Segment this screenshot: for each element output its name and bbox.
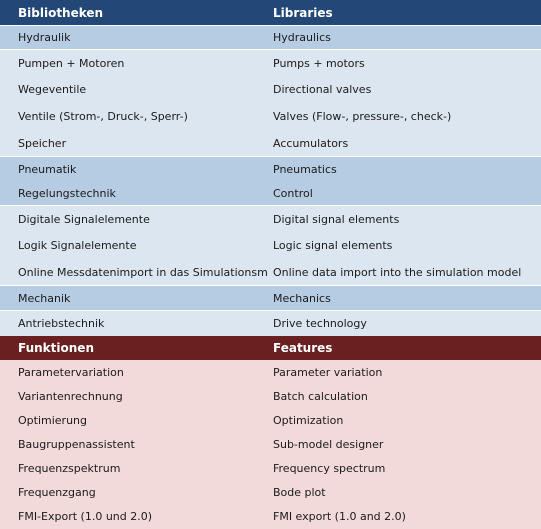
feature-de: Frequenzgang bbox=[18, 485, 96, 499]
feature-de: Frequenzspektrum bbox=[18, 461, 121, 475]
table-row bbox=[0, 360, 541, 384]
feature-en: Batch calculation bbox=[273, 389, 368, 403]
table-row bbox=[0, 181, 541, 205]
table-row bbox=[0, 408, 541, 432]
library-de: Antriebstechnik bbox=[18, 317, 105, 330]
library-en: Mechanics bbox=[273, 291, 331, 305]
table-row bbox=[0, 49, 541, 76]
table-row bbox=[0, 384, 541, 408]
table-row bbox=[0, 103, 541, 130]
library-de: Mechanik bbox=[18, 291, 71, 305]
library-de: Digitale Signalelemente bbox=[18, 212, 150, 226]
feature-de: Baugruppenassistent bbox=[18, 437, 135, 451]
table-row bbox=[0, 504, 541, 529]
library-en: Pneumatics bbox=[273, 162, 337, 176]
library-en: Digital signal elements bbox=[273, 212, 400, 226]
feature-en: Optimization bbox=[273, 413, 344, 427]
table-row bbox=[0, 25, 541, 49]
table-row bbox=[0, 76, 541, 103]
libraries-header-row bbox=[0, 0, 541, 25]
features-header-row bbox=[0, 336, 541, 360]
header-de: Bibliotheken bbox=[18, 5, 104, 20]
library-en: Accumulators bbox=[273, 136, 349, 150]
table-row bbox=[0, 205, 541, 232]
library-de: Wegeventile bbox=[18, 83, 87, 96]
feature-en: Sub-model designer bbox=[273, 437, 384, 451]
feature-en: FMI export (1.0 and 2.0) bbox=[273, 510, 406, 523]
feature-de: Parametervariation bbox=[18, 365, 124, 379]
table-row bbox=[0, 285, 541, 310]
table-row bbox=[0, 432, 541, 456]
feature-en: Bode plot bbox=[273, 485, 326, 499]
table-row bbox=[0, 480, 541, 504]
library-de: Pneumatik bbox=[18, 162, 77, 176]
feature-de: Optimierung bbox=[18, 413, 87, 427]
library-en: Pumps + motors bbox=[273, 56, 365, 70]
library-en: Valves (Flow-, pressure-, check-) bbox=[273, 110, 452, 123]
table-row bbox=[0, 259, 541, 285]
library-en: Online data import into the simulation model bbox=[273, 265, 522, 279]
library-en: Directional valves bbox=[273, 83, 372, 96]
library-en: Hydraulics bbox=[273, 31, 331, 44]
library-de: Logik Signalelemente bbox=[18, 239, 137, 252]
library-de: Hydraulik bbox=[18, 31, 71, 44]
feature-en: Frequency spectrum bbox=[273, 461, 386, 475]
table-row bbox=[0, 130, 541, 156]
library-en: Control bbox=[273, 186, 313, 200]
table-row bbox=[0, 456, 541, 480]
table-row bbox=[0, 310, 541, 336]
library-de: Ventile (Strom-, Druck-, Sperr-) bbox=[18, 110, 188, 123]
feature-de: Variantenrechnung bbox=[18, 389, 123, 403]
feature-en: Parameter variation bbox=[273, 365, 383, 379]
library-en: Logic signal elements bbox=[273, 239, 393, 252]
table-row bbox=[0, 156, 541, 181]
header-en: Libraries bbox=[273, 5, 333, 20]
library-de: Pumpen + Motoren bbox=[18, 56, 125, 70]
library-de: Regelungstechnik bbox=[18, 186, 116, 200]
library-en: Drive technology bbox=[273, 317, 367, 330]
table-row bbox=[0, 232, 541, 259]
header-de: Funktionen bbox=[18, 341, 94, 355]
feature-de: FMI-Export (1.0 und 2.0) bbox=[18, 510, 153, 523]
library-de: Speicher bbox=[18, 136, 67, 150]
library-de: Online Messdatenimport in das Simulationsm bbox=[18, 265, 268, 279]
header-en: Features bbox=[273, 341, 333, 355]
